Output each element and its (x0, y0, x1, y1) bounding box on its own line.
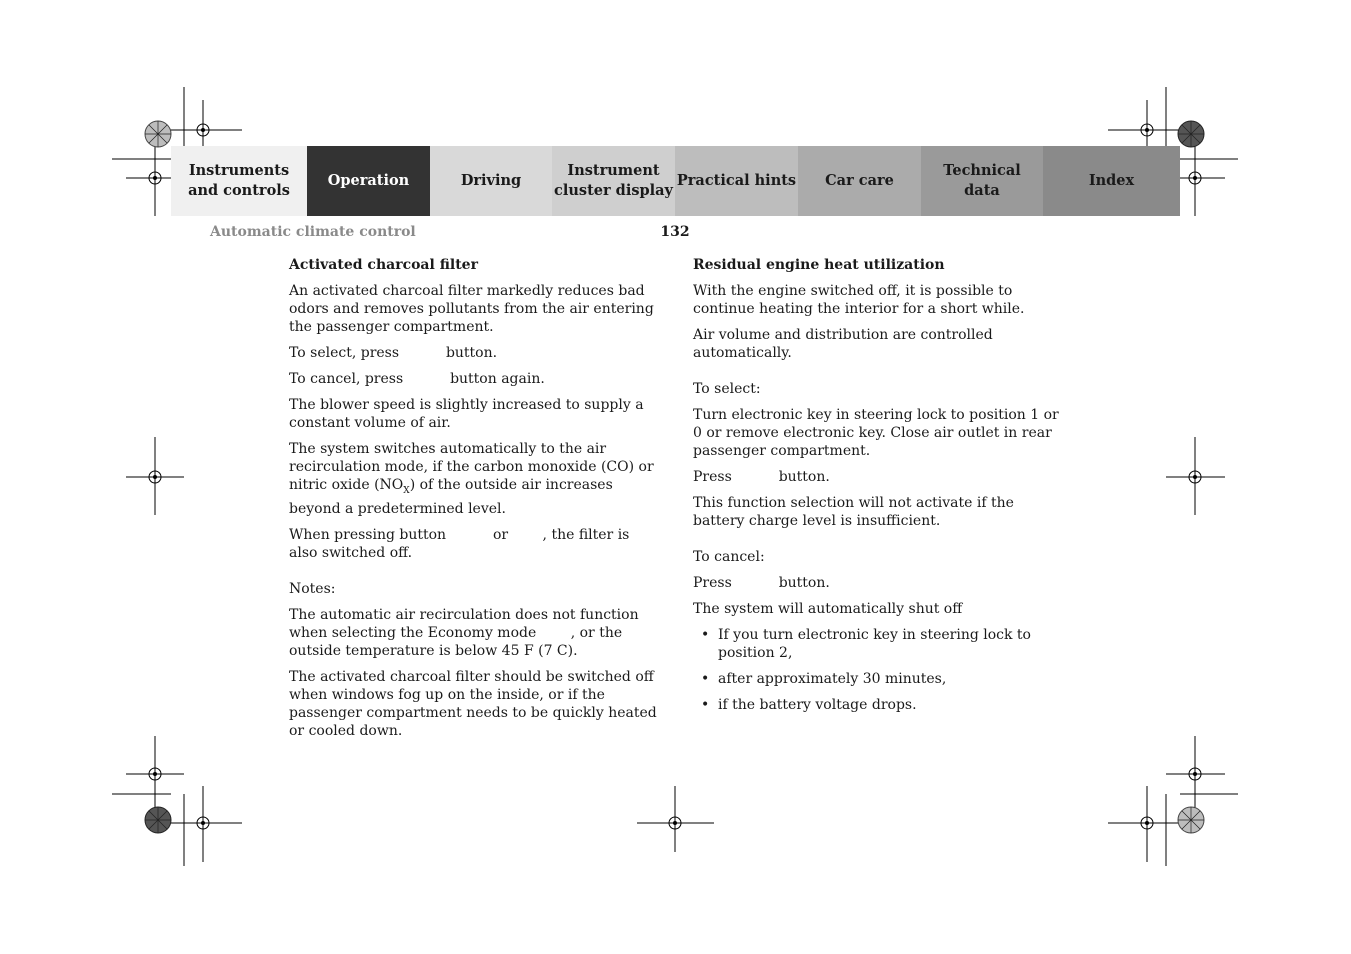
tab-car-care[interactable] (798, 146, 921, 216)
tab-label: Index (1088, 172, 1135, 189)
list-item: • if the battery voltage drops. (693, 696, 1063, 714)
list-item: • after approximately 30 minutes, (693, 670, 1063, 688)
tab-label-line1: Technical (943, 162, 1021, 179)
tab-label: Operation (327, 172, 410, 189)
battery-paragraph: This function selection will not activate if the battery charge level is insufficient. (693, 495, 1014, 529)
tab-label-line2: cluster display (554, 182, 673, 199)
note-text-end: , or the outside temperature is below 45 F (7 C). (289, 624, 623, 659)
shutoff-paragraph: The system will automatically shut off (693, 601, 963, 617)
note-text: The automatic air recirculation does not function when selecting the Economy mode (289, 606, 639, 641)
cancel-text-end: button again. (450, 371, 545, 387)
page-number: 132 (660, 224, 690, 240)
select-instruction (289, 344, 659, 362)
cancel-text: To cancel, press (289, 371, 404, 387)
tab-label: Practical hints (676, 172, 797, 189)
press-text: Press (693, 575, 732, 591)
press-text: Press (693, 469, 732, 485)
note-charcoal-off: The activated charcoal filter should be switched off when windows fog up on the inside, or if the passenger compartment needs to be quickly heated or cooled down. (289, 668, 657, 739)
filter-off-text-end: , the filter is also switched off. (289, 526, 630, 561)
nox-subscript: X (403, 485, 410, 496)
blower-paragraph: The blower speed is slightly increased to supply a constant volume of air. (289, 397, 644, 431)
tab-label: Car care (825, 172, 894, 189)
recirculation-paragraph (289, 440, 659, 518)
tab-operation[interactable] (307, 146, 430, 216)
charcoal-filter-intro: An activated charcoal filter markedly reduces bad odors and removes pollutants from the air entering the passenger compartment. (289, 283, 654, 335)
filter-off-or: or (492, 526, 509, 543)
tab-instruments-and-controls[interactable] (171, 146, 307, 216)
recirculation-text: The system switches automatically to the air recirculation mode, if the carbon monoxide (CO) or nitric oxide (NO (289, 441, 654, 493)
note-recirculation (289, 606, 659, 660)
air-volume-paragraph: Air volume and distribution are controlled automatically. (693, 327, 993, 361)
tab-label-line1: Instruments (188, 162, 290, 179)
left-column (289, 256, 659, 748)
residual-heat-intro: With the engine switched off, it is possible to continue heating the interior for a short while. (693, 283, 1025, 317)
section-title: Automatic climate control (210, 224, 416, 240)
tab-practical-hints[interactable] (675, 146, 798, 216)
press-rest-button (693, 468, 1063, 486)
list-item: • If you turn electronic key in steering lock to position 2, (693, 626, 1063, 662)
residual-heat-heading: Residual engine heat utilization (693, 257, 945, 273)
chapter-tabs (171, 146, 1180, 216)
tab-label-line1: Instrument (567, 162, 660, 179)
press-rest-button-cancel (693, 574, 1063, 592)
press-text-end: button. (778, 469, 830, 485)
notes-label: Notes: (289, 580, 336, 597)
tab-index[interactable] (1043, 146, 1180, 216)
right-column (693, 256, 1063, 722)
filter-off-paragraph (289, 526, 659, 562)
tab-instrument-cluster-display[interactable] (552, 146, 675, 216)
select-text-end: button. (445, 345, 498, 361)
filter-off-text: When pressing button (289, 526, 447, 543)
select-text: To select, press (289, 345, 400, 361)
shutoff-list (693, 626, 1063, 714)
tab-technical-data[interactable] (921, 146, 1043, 216)
to-cancel-label: To cancel: (693, 549, 765, 565)
press-text-end: button. (778, 575, 830, 591)
turn-key-paragraph: Turn electronic key in steering lock to position 1 or 0 or remove electronic key. Close air outlet in rear passenger compartment. (693, 407, 1059, 459)
tab-label-line2: data (964, 182, 1000, 199)
charcoal-filter-heading: Activated charcoal filter (289, 257, 478, 273)
tab-driving[interactable] (430, 146, 552, 216)
cancel-instruction (289, 370, 659, 388)
tab-label-line2: and controls (188, 182, 290, 199)
to-select-label: To select: (693, 381, 761, 397)
tab-label: Driving (460, 172, 522, 189)
recirculation-text-end: ) of the outside air increases beyond a predetermined level. (289, 477, 613, 517)
